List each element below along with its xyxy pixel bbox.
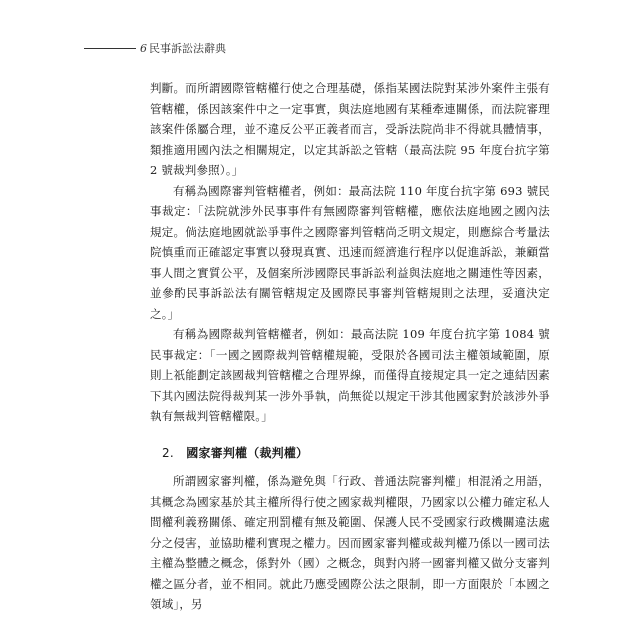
- paragraph-4: 所謂國家審判權，係為避免與「行政、普通法院審判權」相混淆之用語，其概念為國家基於其主權所得行使之國家裁判權限，乃國家以公權力確定私人間權利義務關係、確定刑罰權有無及範圍、保護人民不受國家行政機關違法處分之侵害，並協助權利實現之權力。因而國家審判權或裁判權乃係以一國司法主權為整體之概念，係對外（國）之概念，與對內將一國審判權又做分支審判權之區分者，並不相同。就此乃應受國際公法之限制，即一方面限於「本國之領域」，另: [150, 474, 550, 611]
- header-rule: [84, 48, 136, 49]
- paragraph-2: 有稱為國際審判管轄權者，例如：最高法院 110 年度台抗字第 693 號民事裁定：「法院就涉外民事事件有無國際審判管轄權，應依法庭地國之國內法規定。倘法庭地國就訟爭事件之國際審判管轄尚乏明文規定，則應綜合考量法院慎重而正確認定事實以發現真實、迅速而經濟進行程序以促進訴訟，兼顧當事人間之實質公平，及個案所涉國際民事訴訟利益與法庭地之關連性等因素，並參酌民事訴訟法有關管轄規定及國際民事審判管轄規則之法理，妥適決定之。」: [150, 183, 550, 321]
- section-title: 國家審判權（裁判權）: [186, 445, 309, 460]
- book-title: 民事訴訟法辭典: [149, 42, 226, 55]
- section-heading: [162, 443, 550, 464]
- paragraph-1: 判斷。而所謂國際管轄權行使之合理基礎，係指某國法院對某涉外案件主張有管轄權，係因該案件中之一定事實，與法庭地國有某種牽連關係，而法院審理該案件係屬合理，並不違反公平正義者而言，受訴法院尚非不得就具體情事，類推適用國內法之相關規定，以定其訴訟之管轄（最高法院 95 年度台抗字第 2 號裁判參照）。」: [150, 81, 550, 177]
- running-header: [84, 40, 226, 56]
- page-body: [150, 78, 550, 615]
- page-number: 6: [140, 41, 147, 55]
- paragraph-3: 有稱為國際裁判管轄權者，例如：最高法院 109 年度台抗字第 1084 號民事裁定：「一國之國際裁判管轄權規範，受限於各國司法主權領域範圍，原則上祇能劃定該國裁判管轄權之合理界線，而僅得直接規定具一定之連結因素下其內國法院得裁判某一涉外爭執，尚無從以規定干涉其他國家對於該涉外爭執有無裁判管轄權限。」: [150, 327, 550, 423]
- section-number: 2.: [162, 445, 174, 460]
